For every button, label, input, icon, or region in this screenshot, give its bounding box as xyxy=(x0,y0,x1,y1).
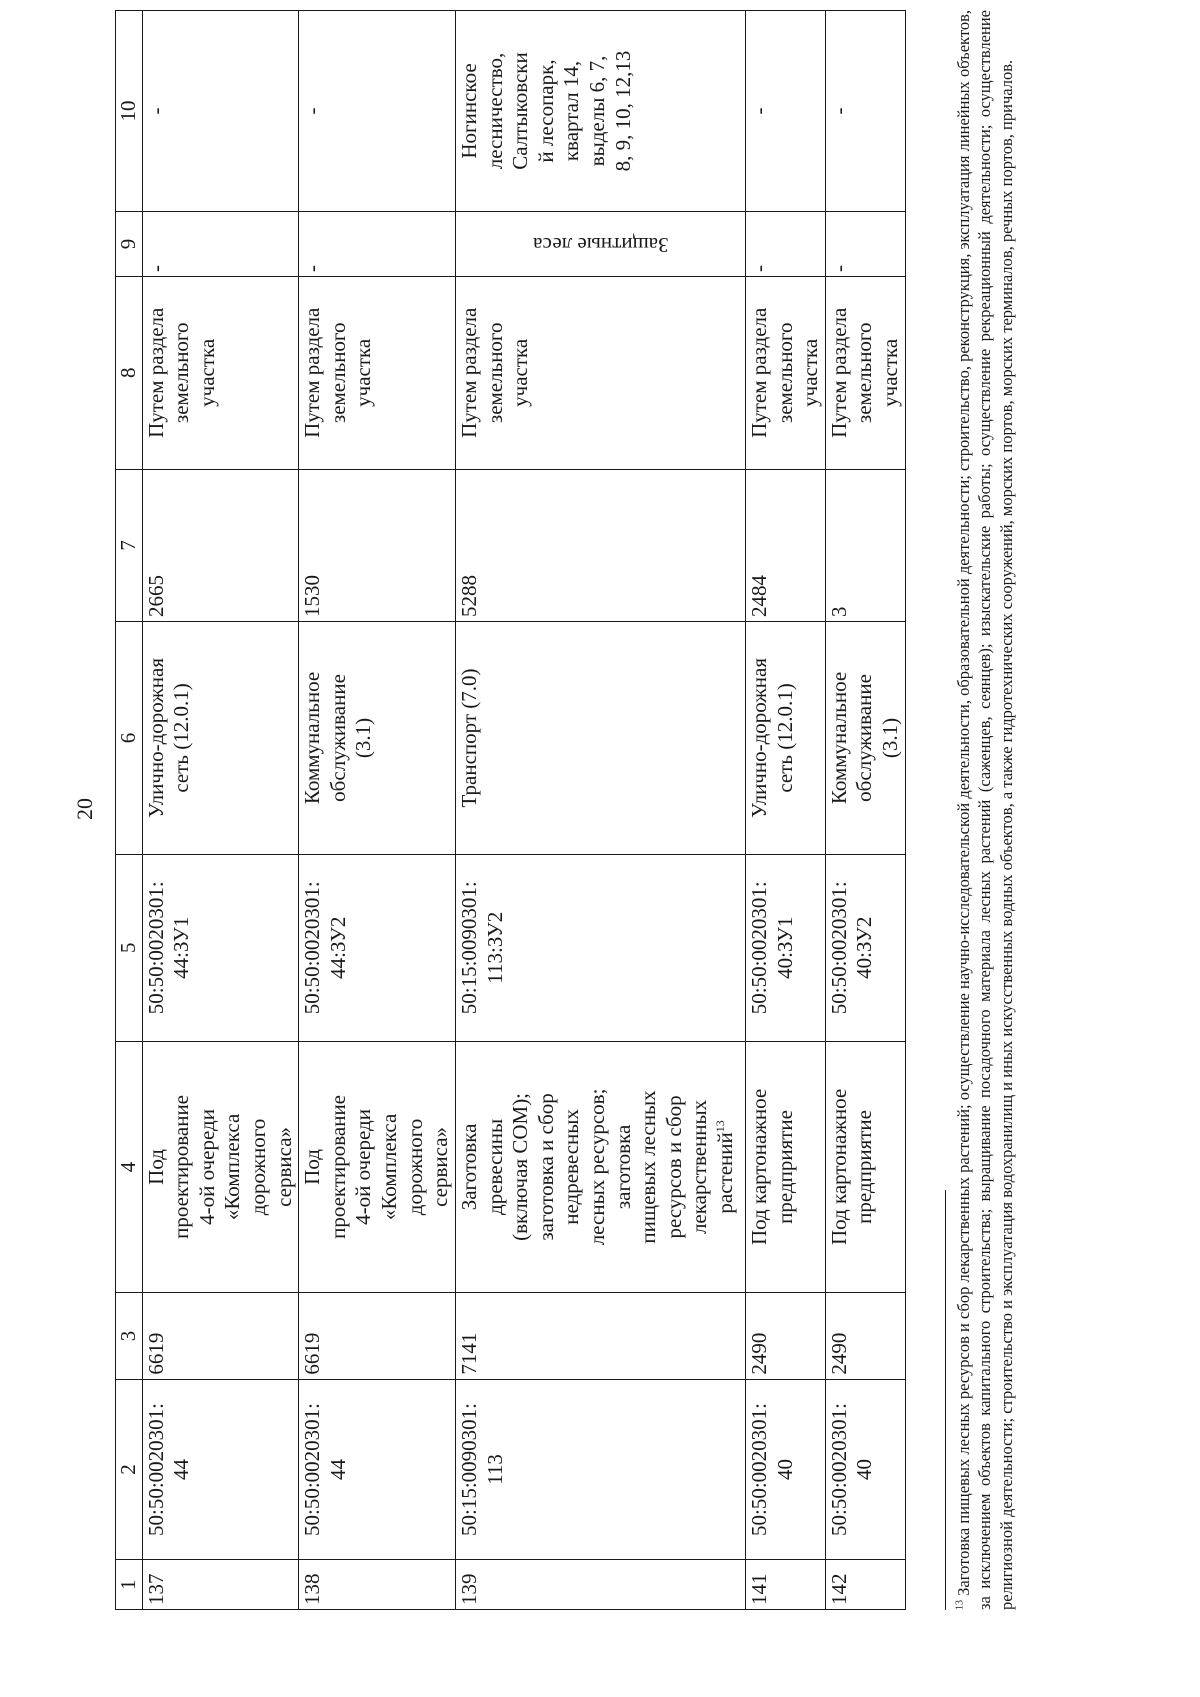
footnote-separator xyxy=(945,1190,946,1610)
formation-method-cell xyxy=(745,276,825,469)
forestry-info-text: - xyxy=(826,107,851,115)
col-header-9: 9 xyxy=(116,211,143,276)
area-cell xyxy=(825,1293,905,1379)
permitted-use-cell xyxy=(825,1041,905,1293)
new-use-text: Улично-дорожная сеть (12.0.1) xyxy=(746,658,797,818)
col-header-2: 2 xyxy=(116,1379,143,1560)
new-use-text: Коммунальное обслуживание (3.1) xyxy=(826,671,902,805)
formation-method-cell xyxy=(142,276,299,469)
row-number-text: 138 xyxy=(300,1573,325,1605)
col-header-5: 5 xyxy=(116,854,143,1041)
cadastral-number-text: 50:50:0020301: 44 xyxy=(143,1402,194,1536)
new-plot-number-cell xyxy=(825,854,905,1041)
table-row xyxy=(825,11,905,1610)
col-header-8: 8 xyxy=(116,276,143,469)
table-row xyxy=(455,11,745,1610)
document-sheet xyxy=(115,10,1200,1610)
header-row xyxy=(116,11,143,1610)
table-row xyxy=(745,11,825,1610)
forest-category-text: - xyxy=(300,264,325,272)
footnote xyxy=(953,10,1017,1610)
formation-method-cell xyxy=(455,276,745,469)
area-text: 2490 xyxy=(826,1332,851,1375)
forest-category-cell xyxy=(825,211,905,276)
row-number-cell xyxy=(825,1560,905,1610)
new-plot-number-cell xyxy=(142,854,299,1041)
area-text: 6619 xyxy=(143,1332,168,1375)
new-area-cell xyxy=(825,469,905,621)
forestry-info-text: Ногинское лесничество, Салтыковски й лесопарк, квартал 14, выделы 6, 7, 8, 9, 10, 12,13 xyxy=(456,50,635,172)
forestry-info-cell xyxy=(745,11,825,212)
new-use-cell xyxy=(745,622,825,855)
row-number-cell xyxy=(142,1560,299,1610)
formation-method-text: Путем раздела земельного участка xyxy=(300,307,376,438)
area-text: 7141 xyxy=(456,1332,481,1375)
new-area-text: 2484 xyxy=(746,575,771,618)
new-area-text: 2665 xyxy=(143,575,168,618)
page-number: 20 xyxy=(72,798,97,820)
new-use-text: Улично-дорожная сеть (12.0.1) xyxy=(143,658,194,818)
permitted-use-text: Под проектирование 4-ой очереди «Комплекса дорожного сервиса» xyxy=(300,1094,453,1239)
new-area-cell xyxy=(745,469,825,621)
forest-category-cell xyxy=(455,211,745,276)
cadastral-number-cell xyxy=(745,1379,825,1560)
new-plot-number-text: 50:50:0020301: 40:ЗУ1 xyxy=(746,881,797,1015)
cadastral-number-text: 50:15:0090301: 113 xyxy=(456,1402,507,1536)
permitted-use-text: Заготовка древесины (включая СОМ); заготовка и сбор недревесных лесных ресурсов; заготовка пищевых лесных ресурсов и сбор лекарственных растений xyxy=(456,1088,738,1246)
cadastral-number-cell xyxy=(455,1379,745,1560)
permitted-use-cell xyxy=(745,1041,825,1293)
permitted-use-cell xyxy=(299,1041,456,1293)
row-number-text: 139 xyxy=(456,1573,481,1605)
area-cell xyxy=(745,1293,825,1379)
area-text: 6619 xyxy=(300,1332,325,1375)
forest-category-text: Защитные леса xyxy=(532,232,669,257)
permitted-use-text: Под картонажное предприятие xyxy=(826,1088,877,1246)
new-plot-number-cell xyxy=(299,854,456,1041)
new-area-cell xyxy=(455,469,745,621)
new-plot-number-text: 50:50:0020301: 44:ЗУ1 xyxy=(143,881,194,1015)
forest-category-text: - xyxy=(143,264,168,272)
new-use-cell xyxy=(299,622,456,855)
forestry-info-cell xyxy=(455,11,745,212)
footnote-marker: 13 xyxy=(954,1600,966,1610)
row-number-text: 142 xyxy=(826,1573,851,1605)
new-use-cell xyxy=(455,622,745,855)
new-plot-number-text: 50:50:0020301: 40:ЗУ2 xyxy=(826,881,877,1015)
new-use-text: Коммунальное обслуживание (3.1) xyxy=(300,671,376,805)
forestry-info-text: - xyxy=(746,107,771,115)
row-number-cell xyxy=(299,1560,456,1610)
forestry-info-cell xyxy=(299,11,456,212)
forestry-info-cell xyxy=(142,11,299,212)
new-area-cell xyxy=(299,469,456,621)
permitted-use-cell xyxy=(455,1041,745,1293)
cadastral-number-text: 50:50:0020301: 40 xyxy=(826,1402,877,1536)
forest-category-cell xyxy=(142,211,299,276)
cadastral-number-text: 50:50:0020301: 44 xyxy=(300,1402,350,1536)
new-use-text: Транспорт (7.0) xyxy=(456,668,481,808)
new-plot-number-text: 50:15:0090301: 113:ЗУ2 xyxy=(456,881,507,1015)
formation-method-cell xyxy=(825,276,905,469)
area-cell xyxy=(142,1293,299,1379)
forestry-info-text: - xyxy=(143,107,168,115)
formation-method-text: Путем раздела земельного участка xyxy=(826,307,902,438)
forest-category-cell xyxy=(299,211,456,276)
formation-method-text: Путем раздела земельного участка xyxy=(143,307,219,438)
row-number-cell xyxy=(745,1560,825,1610)
cadastral-number-cell xyxy=(142,1379,299,1560)
permitted-use-cell xyxy=(142,1041,299,1293)
forestry-info-cell xyxy=(825,11,905,212)
cadastral-number-text: 50:50:0020301: 40 xyxy=(746,1402,797,1536)
permitted-use-text: Под проектирование 4-ой очереди «Комплекса дорожного сервиса» xyxy=(143,1094,296,1239)
new-use-cell xyxy=(825,622,905,855)
table-row xyxy=(299,11,456,1610)
col-header-3: 3 xyxy=(116,1293,143,1379)
cadastral-number-cell xyxy=(299,1379,456,1560)
new-area-text: 3 xyxy=(826,606,851,618)
new-use-cell xyxy=(142,622,299,855)
row-number-text: 141 xyxy=(746,1573,771,1605)
new-plot-number-cell xyxy=(455,854,745,1041)
area-cell xyxy=(299,1293,456,1379)
forest-category-text: - xyxy=(826,264,851,272)
new-area-text: 5288 xyxy=(456,575,481,618)
row-number-cell xyxy=(455,1560,745,1610)
new-area-cell xyxy=(142,469,299,621)
col-header-10: 10 xyxy=(116,11,143,212)
row-number-text: 137 xyxy=(143,1573,168,1605)
col-header-1: 1 xyxy=(116,1560,143,1610)
area-cell xyxy=(455,1293,745,1379)
col-header-4: 4 xyxy=(116,1041,143,1293)
col-header-7: 7 xyxy=(116,469,143,621)
new-area-text: 1530 xyxy=(300,575,325,618)
formation-method-text: Путем раздела земельного участка xyxy=(456,307,533,438)
table-body xyxy=(142,11,905,1610)
formation-method-text: Путем раздела земельного участка xyxy=(746,307,823,438)
footnote-text: Заготовка пищевых лесных ресурсов и сбор лекарственных растений; осуществление научно-исследовательской деятельности, образовательной деятельности; строительство, реконструкция, эксплуатация линейных объектов, за исключением объектов капитального строительства; выращивание посадочного материала лесных растений (саженцев, сеянцев); изыскательские работы; осуществление рекреационный деятельности; осуществление религиозной деятельности; строительство и эксплуатация водохранилищ и иных искусственных водных объектов, а также гидротехнических сооружений, морских портов, морских терминалов, речных портов, причалов. xyxy=(954,10,1016,1610)
col-header-6: 6 xyxy=(116,622,143,855)
forest-category-text: - xyxy=(746,264,771,272)
forest-category-cell xyxy=(745,211,825,276)
new-plot-number-cell xyxy=(745,854,825,1041)
new-plot-number-text: 50:50:0020301: 44:ЗУ2 xyxy=(300,881,350,1015)
forestry-info-text: - xyxy=(300,107,325,115)
permitted-use-text: Под картонажное предприятие xyxy=(746,1088,797,1246)
formation-method-cell xyxy=(299,276,456,469)
table-row xyxy=(142,11,299,1610)
footnote-reference: 13 xyxy=(713,1120,728,1133)
cadastral-number-cell xyxy=(825,1379,905,1560)
area-text: 2490 xyxy=(746,1332,771,1375)
land-plots-table xyxy=(115,10,906,1610)
